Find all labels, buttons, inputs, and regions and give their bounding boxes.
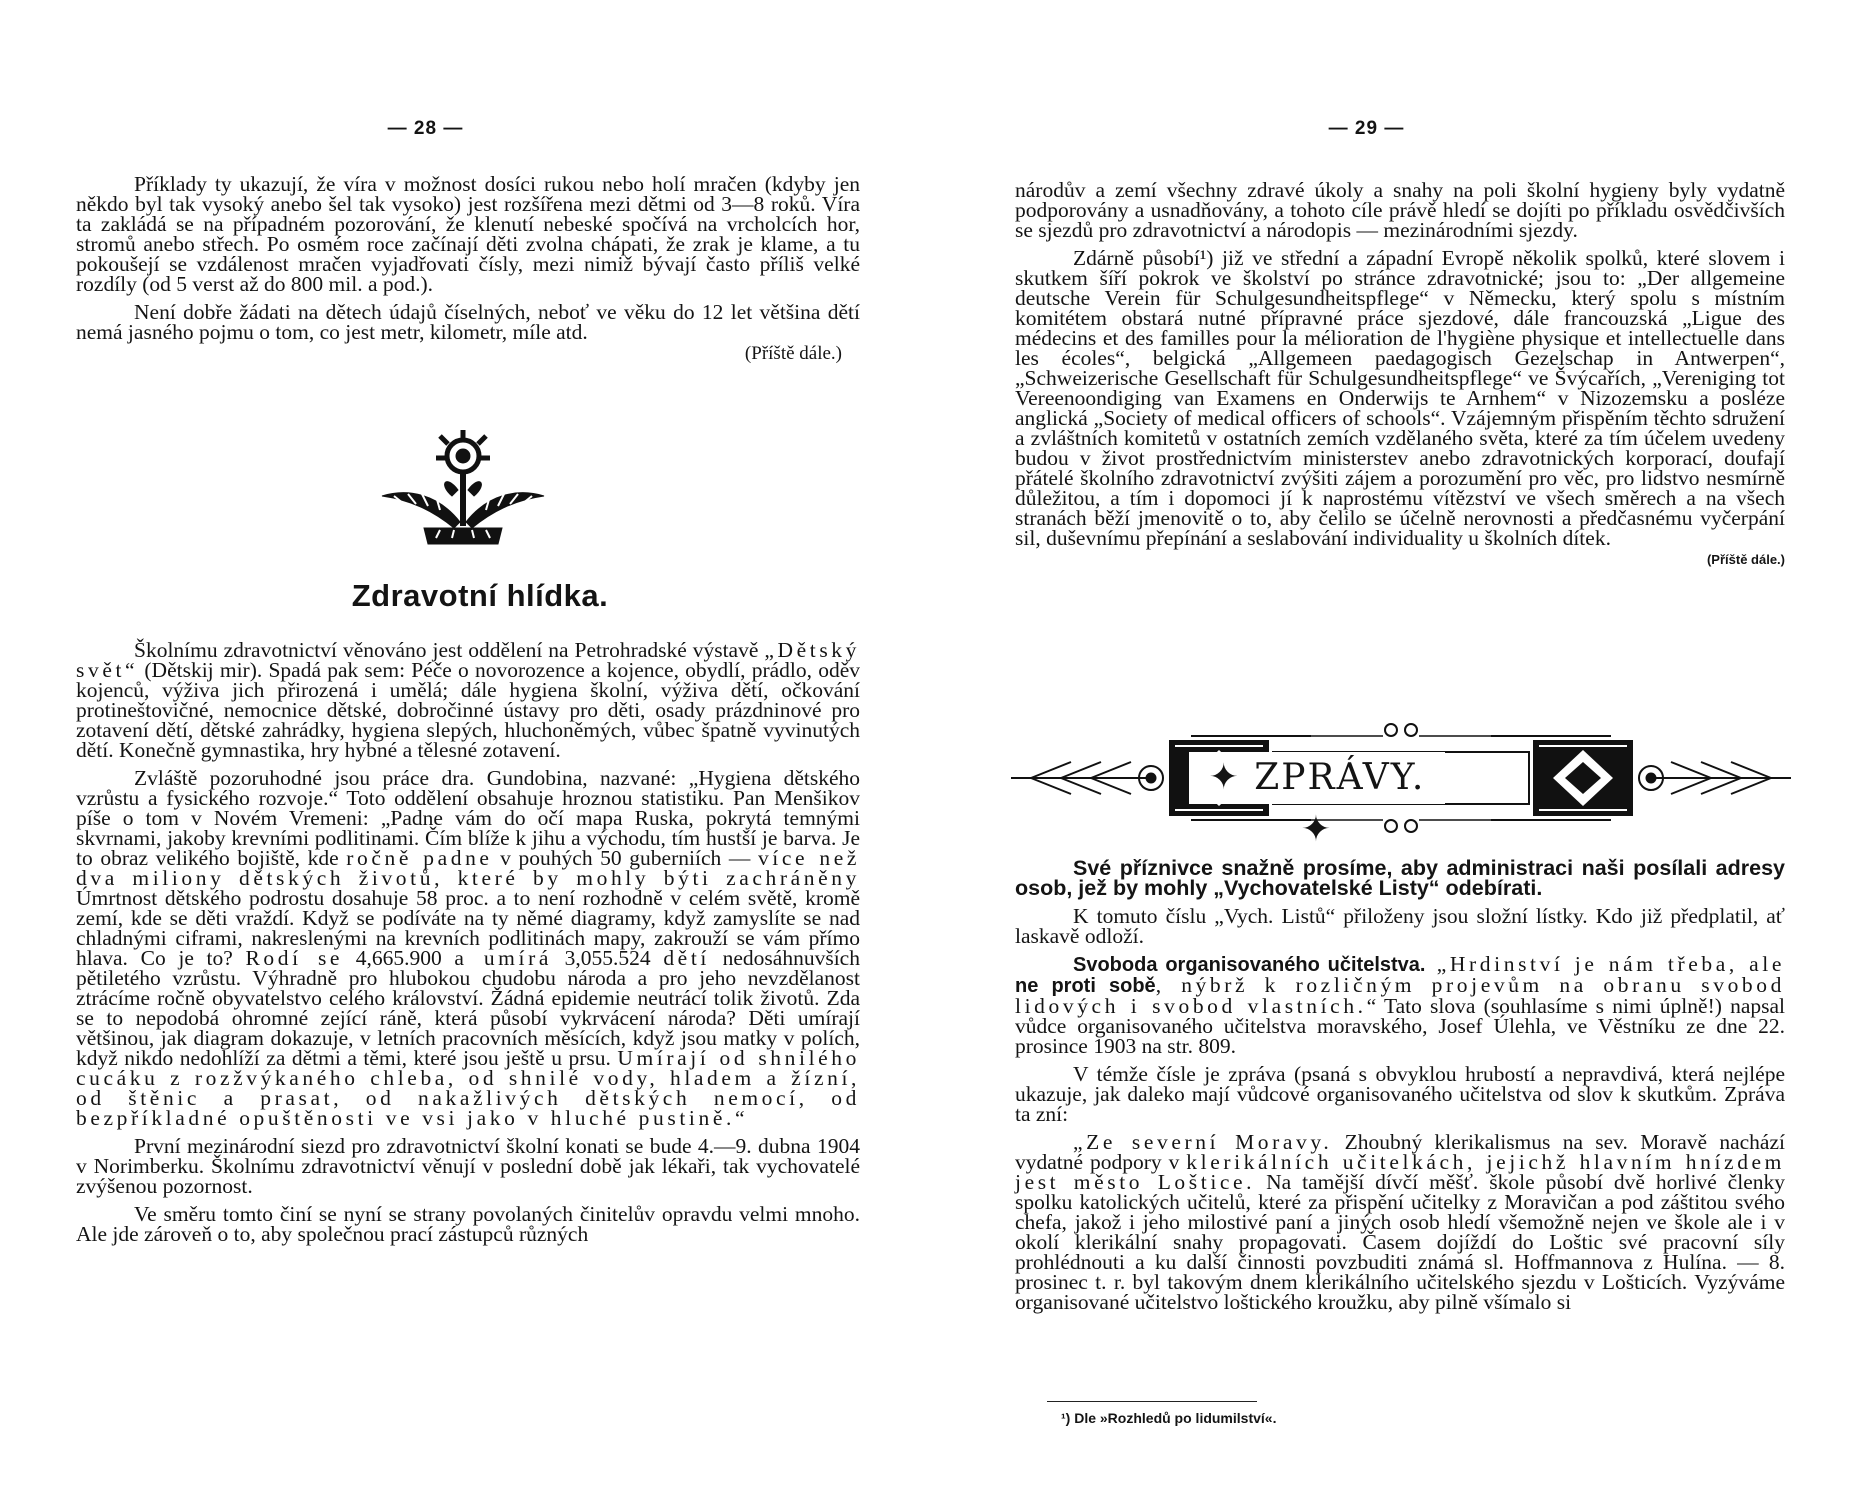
footnote: ¹) Dle »Rozhledů po lidumilství«. <box>1061 1410 1277 1426</box>
paragraph: Ve směru tomto činí se nyní se strany povolaných činitelův opravdu velmi mnoho. Ale jde zároveň o to, aby společnou prací zástupců různých <box>76 1202 860 1246</box>
left-upper-column <box>76 174 860 364</box>
paragraph: národův a zemí všechny zdravé úkoly a snahy na poli školní hygieny byly vydatně podporovány a usnadňovány, a tohoto cíle právě hledí se dojíti po příkladu osvědčivších se sjezdů pro zdravotnictví a národopis — mezinárodními sjezdy. <box>1015 178 1785 242</box>
paragraph: Není dobře žádati na dětech údajů číselných, neboť ve věku do 12 let většina dětí nemá jasného pojmu o tom, co jest metr, kilometr, míle atd. <box>76 300 860 344</box>
paragraph: Svoboda organisovaného učitelstva. „Hrdinství je nám třeba, ale ne proti sobě, nýbrž k rozličným projevům na obranu svobod lidových i svobod vlastních.“ Tato slova (souhlasíme s nimi úplně!) napsal vůdce organisovaného učitelstva moravského, Josef Úlehla, ve Věstníku ze dne 22. prosince 1903 na str. 809. <box>1015 952 1785 1058</box>
left-lower-column <box>76 640 860 1244</box>
paragraph: „Ze severní Moravy. Zhoubný klerikalismus na sev. Moravě nachází vydatné podpory v klerikálních učitelkách, jejichž hlavním hnízdem jest město Loštice. Na tamější dívčí měšť. škole působí dvě horlivé členky spolku katolických učitelů, které za přispění učitelky z Moravičan a pod záštitou svého chefa, jakož i jeho milostivé paní a jiných osob hledí všemožně nejen ve škole ale i v okolí klerikální snahy propagovati. Časem dojíždí do Loštic své pracovní síly prohlédnouti a ku další činnosti povzbuditi známá sl. Hoffmannova z Hulína. — 8. prosinec t. r. byl takovým dnem klerikálního učitelského sjezdu v Lošticích. Vyzýváme organisované učitelstvo loštického kroužku, aby pilně všímalo si <box>1015 1130 1786 1314</box>
right-lower-column <box>1015 858 1785 1312</box>
paragraph: Příklady ty ukazují, že víra v možnost dosíci rukou nebo holí mračen (kdyby jen někdo byl tak vysoký anebo šel tak vysoko) jest rozšířena mezi dětmi od 3—8 roků. Víra ta zakládá se na případném pozorování, že klenutí nebeské spočívá na vrcholcích hor, stromů anebo střech. Po osmém roce začínají děti zvolna chápati, že zrak je klame, a tu pokoušejí se vzdálenost mračen vyjadřovati čísly, mezi nimiž bývají často příliš velké rozdíly (od 5 verst až do 800 mil. a pod.). <box>76 172 860 296</box>
right-page <box>927 0 1854 1500</box>
continued-note: (Příště dále.) <box>1706 552 1785 567</box>
right-upper-column <box>1015 180 1785 570</box>
news-section-title: ✦ ZPRÁVY. ✦ <box>1189 752 1445 804</box>
page-number-left: — 28 — <box>387 118 464 139</box>
paragraph: V témže čísle je zpráva (psaná s obvyklou hrubostí a nepravdivá, která nejlépe ukazuje, jak daleko mají vůdcové organisovaného učitelstva od slov k skutkům. Zpráva ta zní: <box>1015 1062 1785 1126</box>
paragraph: Své příznivce snažně prosíme, aby administraci naši posílali adresy osob, jež by mohly „Vychovatelské Listy“ odebírati. <box>1015 856 1785 900</box>
continued-note: (Příště dále.) <box>744 343 842 364</box>
paragraph: První mezinárodní siezd pro zdravotnictví školní konati se bude 4.—9. dubna 1904 v Norimberku. Školnímu zdravotnictví věnují v poslední době jak lékaři, tak vychovatelé zvýšenou pozornost. <box>76 1134 860 1198</box>
paragraph: Školnímu zdravotnictví věnováno jest oddělení na Petrohradské výstavě „Dětský svět“ (Dětskij mir). Spadá pak sem: Péče o novorozence a kojence, obydlí, prádlo, oděv kojenců, výživa jich přirozená i umělá; dále hygiena školní, výživa dětí, očkování protineštovičné, nemocnice dětské, dobročinné ústavy pro děti, osady prázdninové pro zotavení dětí, dětské zahrádky, hygiena slepých, hluchoněmých, vůbec špatně vyvinutých dětí. Konečně gymnastika, hry hybné a tělesné zotavení. <box>76 638 860 762</box>
page-number-right: — 29 — <box>1328 118 1405 139</box>
paragraph: Zdárně působí¹) již ve střední a západní Evropě několik spolků, které slovem i skutkem šíří pokrok ve školství po stránce zdravotnické; jsou to: „Der allgemeine deutsche Verein für Schulgesundheitspflege“ v Německu, který spolu s místním komitétem obstará nutné přípravné práce sjezdové, dále francouzská „Ligue des médecins et des familles pour la mélioration de l'hygiène physique et intellectuelle dans les écoles“, belgická „Allgemeen paedagogisch Gezelschap in Antwerpen“, „Schweizerische Gesellschaft für Schulgesundheitspflege“ ve Švýcařích, „Vereniging tot Vereenoondiging van Examens en Onderwijs te Arnhem“ v Nizozemsku a posléze anglická „Society of medical officers of schools“. Vzájemným přispěním těchto sdružení a zvláštních komitetů v ostatních zemích vzdělaného světa, které za tím účelem uvedeny budou v život prostřednictvím ministerstev anebo zdravotnických korporací, doufají přátelé školního zdravotnictví zvýšiti zájem a porozumění pro věc, pro lidstvo nesmírně důležitou, a tím i dopomoci jí k naprostému vítězství ve všech směrech a na všech stranách běží jmenovitě o to, aby čelilo se účelně nerovnosti a předčasnému vyčerpání sil, duševnímu přepínání a seslabování individuality u školních dítek. <box>1015 246 1785 550</box>
footnote-divider <box>1047 1401 1257 1402</box>
paragraph: Zvláště pozoruhodné jsou práce dra. Gundobina, nazvané: „Hygiena dětského vzrůstu a fysického rozvoje.“ Toto oddělení obsahuje hroznou statistiku. Pan Menšikov píše o tom v Novém Vremeni: „Padne vám do očí mapa Ruska, pokrytá temnými skvrnami, jakoby krevními podlitinami. Čím blíže k jihu a východu, tím hustší je barva. Je to obraz velikého bojiště, kde ročně padne v pouhých 50 guberniích — více než dva miliony dětských životů, které by mohly býti zachráněny Úmrtnost dětského podrostu dosahuje 58 proc. a to není rozhodně v celém světě, kromě zemí, kde se děti vraždí. Když se podíváte na ty němé diagramy, když zamyslíte se nad chladnými ciframi, nakreslenými na krevních podlitinách mapy, zakrouží se vám přímo hlava. Co je to? Rodí se 4,665.900 a umírá 3,055.524 dětí nedosáhnuvších pětiletého vzrůstu. Výhradně pro hlubokou chudobu národa a pro jeho nevzdělanost ztrácíme ročně obyvatelstvo celého království. Žádná epidemie neutrácí tolik životů. Zda se to nepodobá ohromné zející ráně, která působí vykrvácení národa? Děti umírají většinou, jak diagram dokazuje, v letních pracovních měsících, když jsou matky v polích, když nikdo nedohlíží za dětmi a těmi, které jsou ještě u prsu. Umírají od shnilého cucáku z rozžvýkaného chleba, od shnilé vody, hladem a žízní, od štěnic a prasat, od nakažlivých dětských nemocí, od bezpříkladné opuštěnosti ve vsi jako v hluché pustině.“ <box>76 766 861 1130</box>
section-title: Zdravotní hlídka. <box>351 578 609 613</box>
paragraph: K tomuto číslu „Vych. Listů“ přiloženy jsou složní lístky. Kdo již předplatil, ať laskavě odloží. <box>1015 904 1785 948</box>
flower-ornament-icon <box>380 430 546 546</box>
